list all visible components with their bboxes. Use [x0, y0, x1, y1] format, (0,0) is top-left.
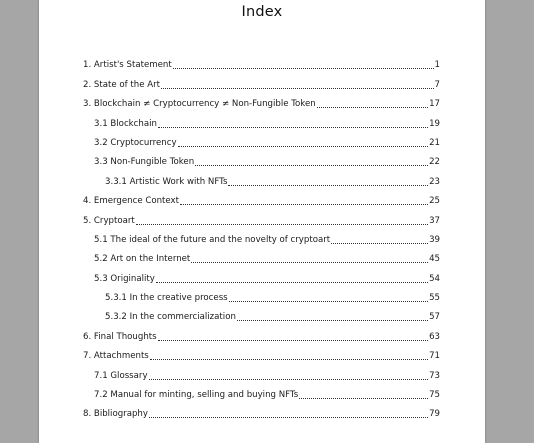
toc-entry-label: 5.3.2 In the commercialization [105, 312, 236, 323]
table-of-contents [83, 52, 440, 420]
toc-entry[interactable] [83, 265, 440, 284]
dot-leader [331, 243, 428, 244]
dot-leader [191, 262, 428, 263]
page-title: Index [241, 4, 283, 20]
toc-entry-label: 5.2 Art on the Internet [94, 254, 191, 265]
dot-leader [158, 340, 428, 341]
dot-leader [136, 224, 428, 225]
toc-entry[interactable] [83, 343, 440, 362]
toc-entry-page-number: 55 [429, 293, 440, 304]
toc-entry-page-number: 23 [429, 176, 440, 187]
toc-entry[interactable] [83, 285, 440, 304]
toc-entry[interactable] [83, 168, 440, 187]
toc-entry-label: 3. Blockchain ≠ Cryptocurrency ≠ Non-Fungible Token [83, 99, 316, 110]
toc-entry-label: 1. Artist's Statement [83, 60, 172, 71]
dot-leader [178, 146, 429, 147]
toc-entry-page-number: 17 [429, 99, 440, 110]
toc-entry[interactable] [83, 323, 440, 342]
toc-entry-label: 5. Cryptoart [83, 215, 135, 226]
toc-entry-label: 7. Attachments [83, 351, 149, 362]
dot-leader [158, 127, 428, 128]
dot-leader [229, 301, 428, 302]
toc-entry-label: 3.2 Cryptocurrency [94, 137, 177, 148]
toc-entry[interactable] [83, 149, 440, 168]
toc-entry-label: 4. Emergence Context [83, 196, 179, 207]
toc-entry-page-number: 37 [429, 215, 440, 226]
dot-leader [149, 417, 428, 418]
toc-entry-page-number: 79 [429, 409, 440, 420]
toc-entry-page-number: 45 [429, 254, 440, 265]
toc-entry-label: 5.3.1 In the creative process [105, 293, 228, 304]
toc-entry-label: 7.2 Manual for minting, selling and buying NFTs [94, 390, 299, 401]
dot-leader [150, 359, 428, 360]
toc-entry[interactable] [83, 91, 440, 110]
dot-leader [173, 68, 434, 69]
toc-entry-page-number: 39 [429, 234, 440, 245]
toc-entry[interactable] [83, 382, 440, 401]
toc-entry[interactable] [83, 401, 440, 420]
toc-entry[interactable] [83, 52, 440, 71]
toc-entry-page-number: 19 [429, 118, 440, 129]
toc-entry[interactable] [83, 246, 440, 265]
dot-leader [237, 320, 428, 321]
dot-leader [195, 165, 428, 166]
toc-entry-page-number: 21 [429, 137, 440, 148]
toc-entry-label: 6. Final Thoughts [83, 331, 157, 342]
toc-entry-page-number: 25 [429, 196, 440, 207]
toc-entry[interactable] [83, 227, 440, 246]
toc-entry-page-number: 22 [429, 157, 440, 168]
toc-entry-page-number: 63 [429, 331, 440, 342]
toc-entry[interactable] [83, 130, 440, 149]
dot-leader [228, 185, 428, 186]
toc-entry-label: 7.1 Glossary [94, 370, 148, 381]
toc-entry[interactable] [83, 110, 440, 129]
toc-entry-label: 2. State of the Art [83, 79, 161, 90]
toc-entry-page-number: 7 [434, 79, 440, 90]
toc-entry-page-number: 1 [434, 60, 440, 71]
toc-entry[interactable] [83, 188, 440, 207]
toc-entry[interactable] [83, 362, 440, 381]
toc-entry-page-number: 73 [429, 370, 440, 381]
toc-entry-page-number: 57 [429, 312, 440, 323]
toc-entry-page-number: 54 [429, 273, 440, 284]
toc-entry-label: 8. Bibliography [83, 409, 148, 420]
toc-entry[interactable] [83, 207, 440, 226]
dot-leader [299, 398, 428, 399]
dot-leader [161, 88, 433, 89]
dot-leader [156, 282, 428, 283]
toc-entry-label: 3.3.1 Artistic Work with NFTs [105, 176, 228, 187]
dot-leader [149, 379, 429, 380]
toc-entry-page-number: 75 [429, 390, 440, 401]
toc-entry-page-number: 71 [429, 351, 440, 362]
document-page [39, 0, 485, 443]
dot-leader [180, 204, 428, 205]
toc-entry-label: 5.3 Originality [94, 273, 155, 284]
dot-leader [317, 107, 428, 108]
toc-entry-label: 3.1 Blockchain [94, 118, 157, 129]
toc-entry[interactable] [83, 71, 440, 90]
toc-entry[interactable] [83, 304, 440, 323]
toc-entry-label: 3.3 Non-Fungible Token [94, 157, 195, 168]
toc-entry-label: 5.1 The ideal of the future and the novelty of cryptoart [94, 234, 331, 245]
